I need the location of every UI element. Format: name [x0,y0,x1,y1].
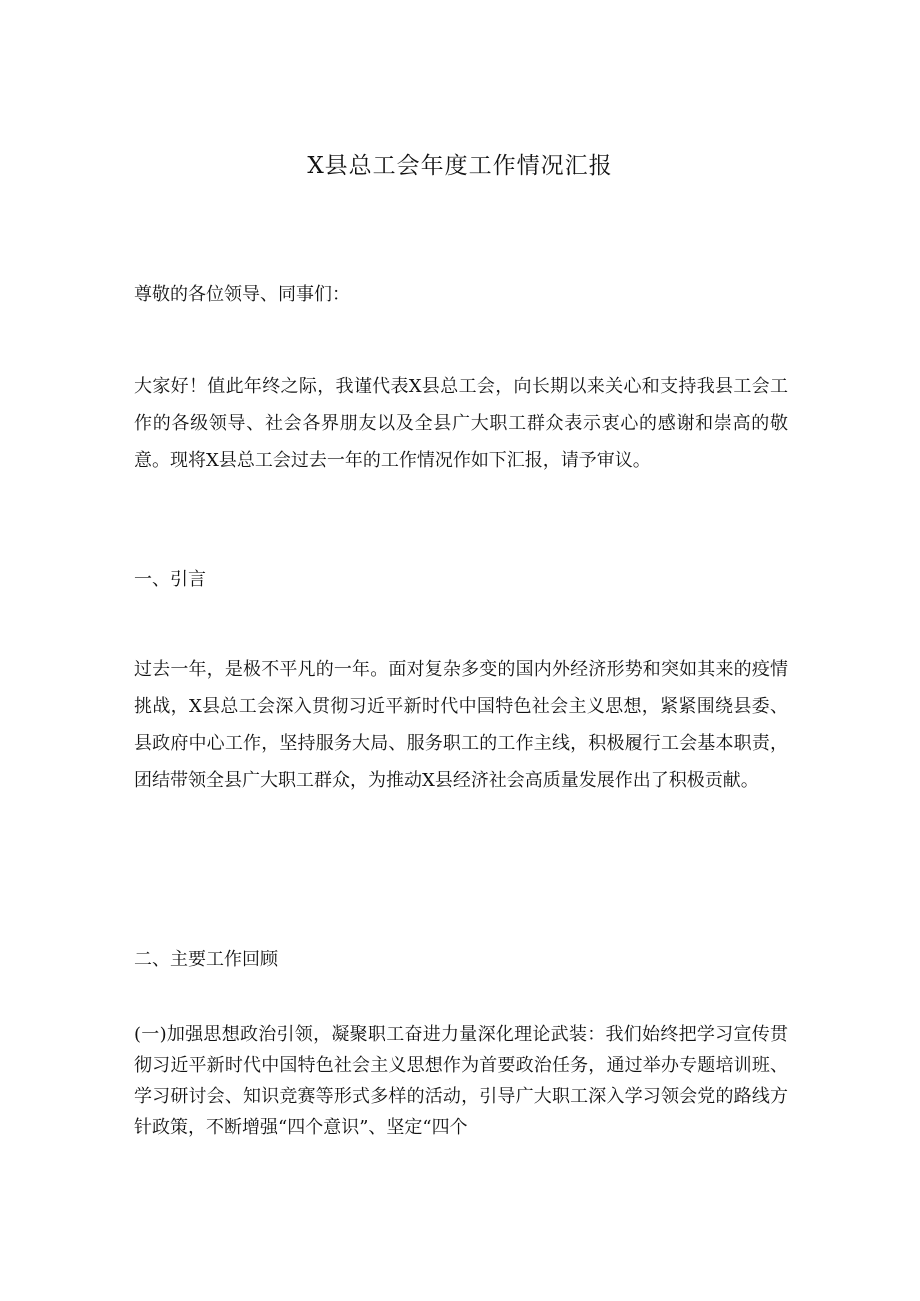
section-heading-work-review: 二、主要工作回顾 [134,949,278,970]
intro-paragraph: 大家好！值此年终之际，我谨代表X县总工会，向长期以来关心和支持我县工会工作的各级领导、社会各界朋友以及全县广大职工群众表示衷心的感谢和崇高的敬意。现将X县总工会过去一年的工作情况作如下汇报，请予审议。 [134,376,788,471]
document-title: X县总工会年度工作情况汇报 [307,153,613,179]
work-review-paragraph: (一)加强思想政治引领，凝聚职工奋进力量深化理论武装：我们始终把学习宣传贯彻习近平新时代中国特色社会主义思想作为首要政治任务，通过举办专题培训班、学习研讨会、知识竞赛等形式多样的活动，引导广大职工深入学习领会党的路线方针政策，不断增强“四个意识”、坚定“四个 [134,1024,788,1138]
introduction-paragraph: 过去一年，是极不平凡的一年。面对复杂多变的国内外经济形势和突如其来的疫情挑战，X县总工会深入贯彻习近平新时代中国特色社会主义思想，紧紧围绕县委、县政府中心工作，坚持服务大局、服务职工的工作主线，积极履行工会基本职责，团结带领全县广大职工群众，为推动X县经济社会高质量发展作出了积极贡献。 [134,659,788,791]
section-heading-introduction: 一、引言 [134,569,206,590]
greeting-paragraph: 尊敬的各位领导、同事们： [134,284,350,305]
